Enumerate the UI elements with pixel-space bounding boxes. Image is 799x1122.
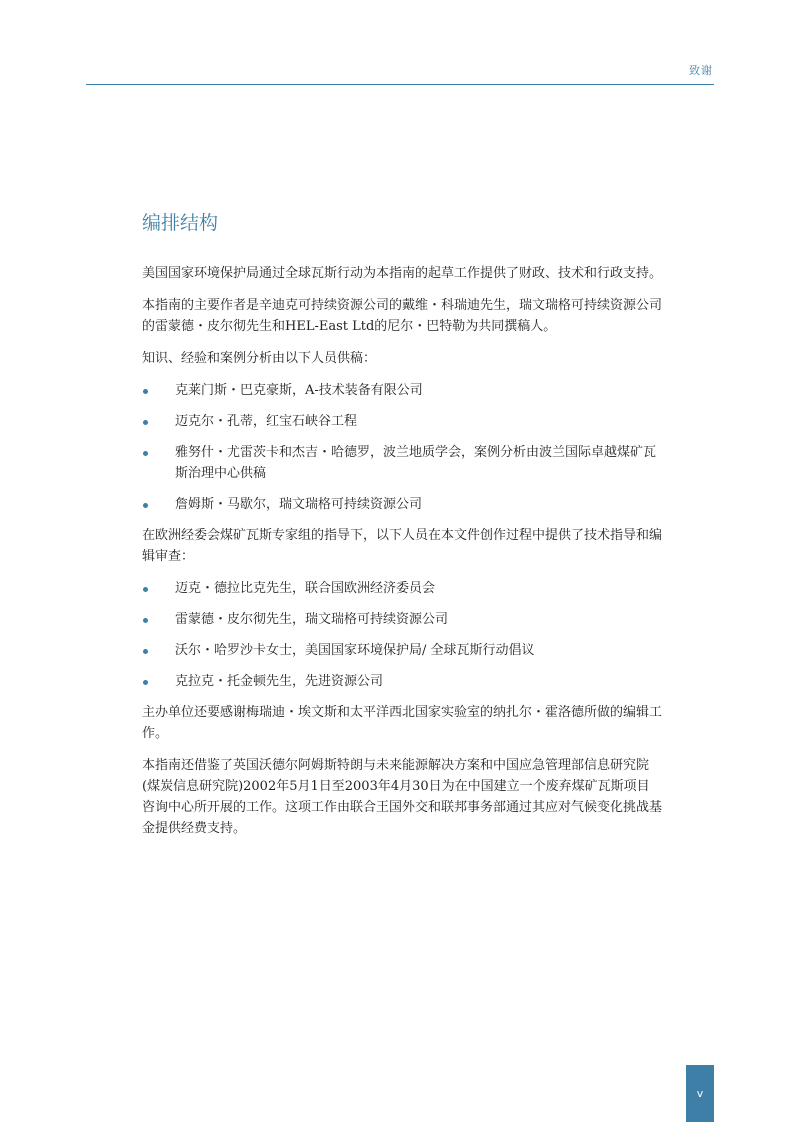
list-item-text: 詹姆斯・马歇尔，瑞文瑞格可持续资源公司 — [175, 497, 423, 512]
list-item-text: 克莱门斯・巴克豪斯，A-技术装备有限公司 — [175, 383, 423, 398]
bullet-icon — [143, 680, 148, 685]
list-item-text: 雅努什・尤雷茨卡和杰吉・哈德罗，波兰地质学会，案例分析由波兰国际卓越煤矿瓦斯治理中心供稿 — [175, 445, 657, 481]
reviewers-list — [142, 578, 662, 692]
page-number-tab: v — [686, 1065, 714, 1122]
bullet-icon — [143, 451, 148, 456]
list-item-text: 雷蒙德・皮尔彻先生，瑞文瑞格可持续资源公司 — [175, 612, 449, 627]
page-content — [142, 208, 662, 850]
bullet-icon — [143, 618, 148, 623]
paragraph-reviewers-intro: 在欧洲经委会煤矿瓦斯专家组的指导下，以下人员在本文件创作过程中提供了技术指导和编辑审查： — [142, 528, 663, 564]
list-item — [142, 609, 662, 630]
bullet-icon — [143, 389, 148, 394]
running-header: 致谢 — [689, 64, 713, 77]
header-rule — [86, 84, 714, 85]
paragraph-funding: 美国国家环境保护局通过全球瓦斯行动为本指南的起草工作提供了财政、技术和行政支持。 — [142, 266, 663, 281]
list-item — [142, 578, 662, 599]
section-title: 编排结构 — [142, 212, 219, 234]
list-item-text: 克拉克・托金顿先生，先进资源公司 — [175, 674, 384, 689]
paragraph-sources: 本指南还借鉴了英国沃德尔阿姆斯特朗与未来能源解决方案和中国应急管理部信息研究院(煤炭信息研究院)2002年5月1日至2003年4月30日为在中国建立一个废弃煤矿瓦斯项目咨询中心所开展的工作。这项工作由联合王国外交和联邦事务部通过其应对气候变化挑战基金提供经费支持。 — [142, 758, 663, 836]
list-item — [142, 671, 662, 692]
bullet-icon — [143, 420, 148, 425]
list-item-text: 迈克尔・孔蒂，红宝石峡谷工程 — [175, 414, 358, 429]
list-item — [142, 442, 662, 484]
paragraph-authors: 本指南的主要作者是辛迪克可持续资源公司的戴维・科瑞迪先生，瑞文瑞格可持续资源公司的雷蒙德・皮尔彻先生和HEL-East Ltd的尼尔・巴特勒为共同撰稿人。 — [142, 298, 663, 334]
list-item — [142, 411, 662, 432]
list-item-text: 迈克・德拉比克先生，联合国欧洲经济委员会 — [175, 581, 436, 596]
bullet-icon — [143, 503, 148, 508]
paragraph-editing-thanks: 主办单位还要感谢梅瑞迪・埃文斯和太平洋西北国家实验室的纳扎尔・霍洛德所做的编辑工作。 — [142, 705, 663, 741]
list-item — [142, 380, 662, 401]
list-item — [142, 494, 662, 515]
bullet-icon — [143, 649, 148, 654]
contributors-list — [142, 380, 662, 515]
paragraph-contributors-intro: 知识、经验和案例分析由以下人员供稿： — [142, 351, 377, 366]
bullet-icon — [143, 587, 148, 592]
list-item — [142, 640, 662, 661]
list-item-text: 沃尔・哈罗沙卡女士，美国国家环境保护局/ 全球瓦斯行动倡议 — [175, 643, 535, 658]
